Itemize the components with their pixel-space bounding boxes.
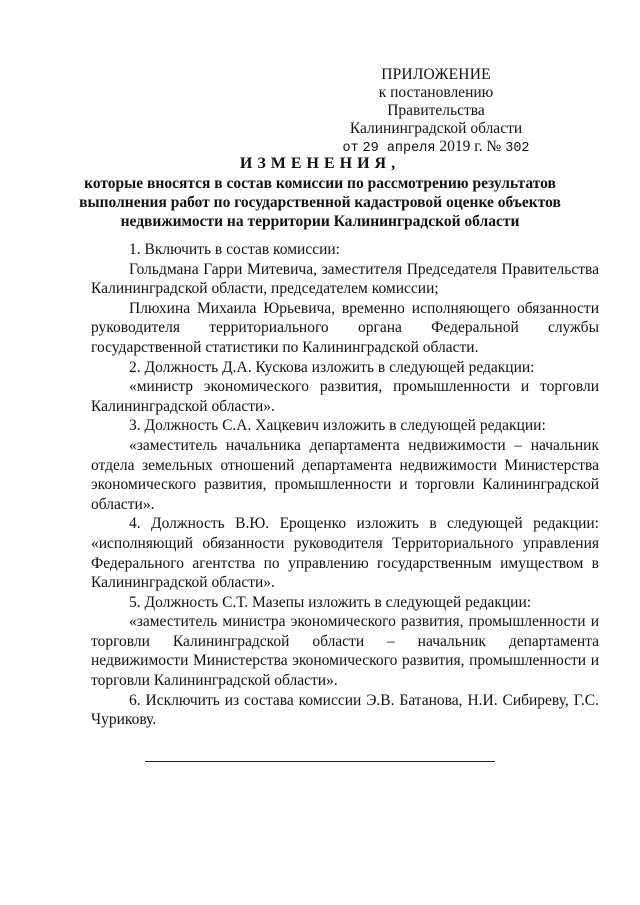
appendix-line-2: Калининградской области [349, 120, 523, 137]
body-paragraph-2: Гольдмана Гарри Митевича, заместителя Председателя Правительства Калининградской области, председателем комиссии; [91, 260, 599, 298]
document-body [91, 240, 599, 730]
body-paragraph-6: 3. Должность С.А. Хацкевич изложить в следующей редакции: [129, 417, 546, 435]
body-paragraph-11: 6. Исключить из состава комиссии Э.В. Батанова, Н.И. Сибиреву, Г.С. Чурикову. [91, 691, 599, 729]
body-paragraph-4: 2. Должность Д.А. Кускова изложить в следующей редакции: [129, 358, 535, 376]
appendix-block [336, 66, 536, 158]
heading-subtitle: которые вносятся в состав комиссии по рассмотрению результатов выполнения работ по государственной кадастровой оценке объектов недвижимости на территории Калининградской области [79, 175, 561, 230]
heading-title: ИЗМЕНЕНИЯ, [239, 155, 401, 172]
document-heading [0, 154, 640, 231]
appendix-line-1: к постановлению Правительства [378, 84, 494, 119]
appendix-title: ПРИЛОЖЕНИЕ [381, 66, 491, 83]
date-year: 2019 г. № [439, 138, 502, 155]
body-paragraph-1: 1. Включить в состав комиссии: [129, 241, 340, 258]
body-paragraph-5: «министр экономического развития, промышленности и торговли Калининградской области». [91, 378, 599, 415]
body-paragraph-3: Плюхина Михаила Юрьевича, временно исполняющего обязанности руководителя территориального органа Федеральной службы государственной статистики по Калининградской области. [91, 299, 599, 356]
date-day-month: 29 апреля [362, 141, 436, 156]
closing-rule-divider [145, 761, 495, 762]
body-paragraph-7: «заместитель начальника департамента недвижимости – начальник отдела земельных отношений департамента недвижимости Министерства экономического развития, промышленности и торговли Калининградской области». [91, 436, 599, 513]
body-paragraph-10: «заместитель министра экономического развития, промышленности и торговли Калининградской области – начальник департамента недвижимости Министерства экономического развития, промышленности и торговли Калининградской области». [91, 613, 599, 690]
date-prefix: от [342, 141, 359, 156]
document-number: 302 [505, 141, 530, 156]
body-paragraph-8: 4. Должность В.Ю. Ерощенко изложить в следующей редакции: «исполняющий обязанности руководителя Территориального управления Федерального агентства по управлению государственным имуществом в Калининградской области». [91, 515, 599, 592]
body-paragraph-9: 5. Должность С.Т. Мазепы изложить в следующей редакции: [129, 593, 532, 611]
